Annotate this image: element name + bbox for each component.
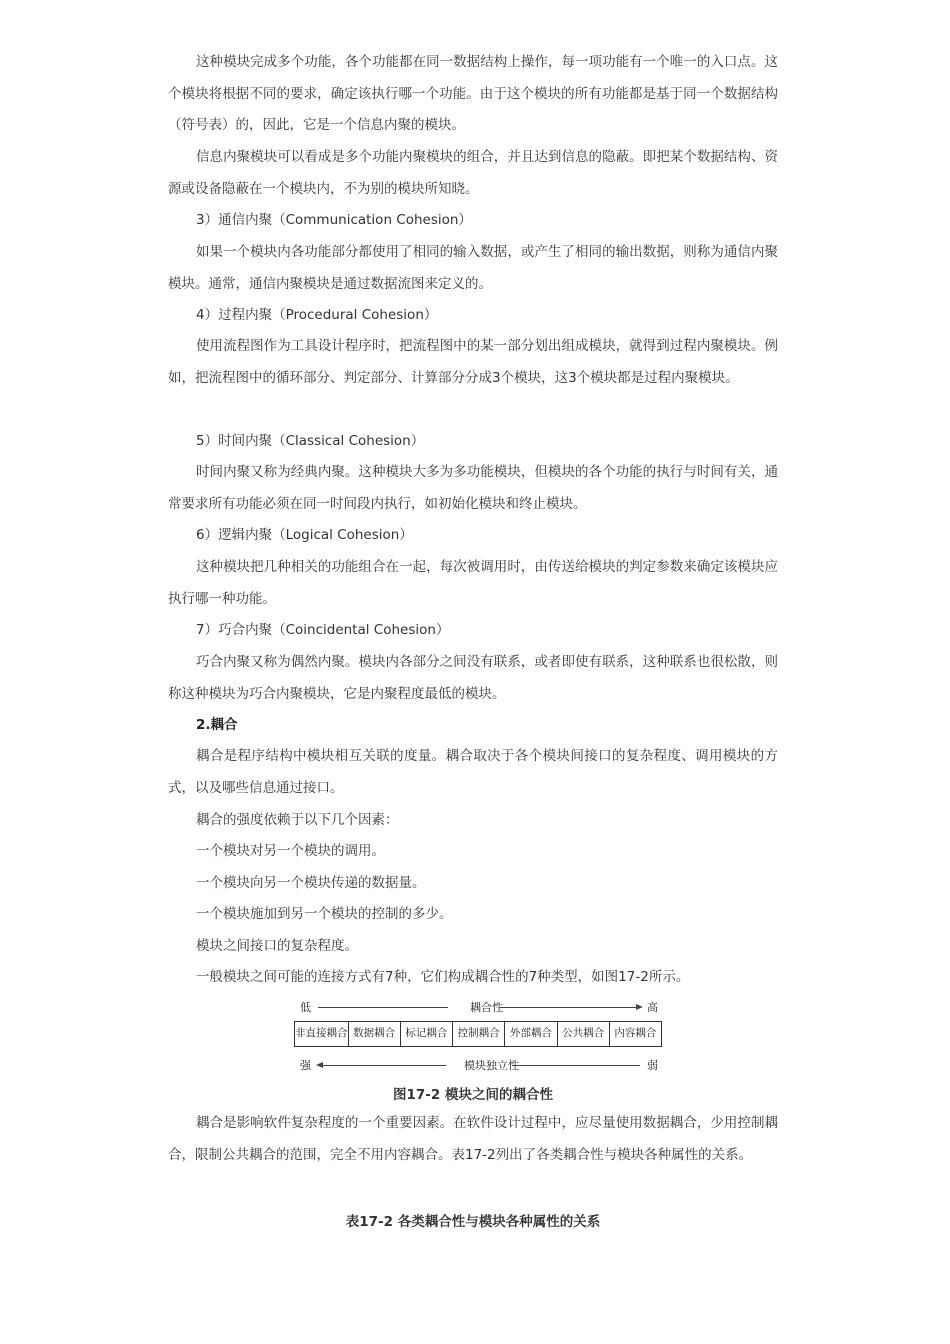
paragraph-info-cohesion-example: 这种模块完成多个功能，各个功能都在同一数据结构上操作，每一项功能有一个唯一的入口点。这个模块将根据不同的要求，确定该执行哪一个功能。由于这个模块的所有功能都是基于同一个数据结构（符号表）的，因此，它是一个信息内聚的模块。 bbox=[168, 54, 778, 133]
coupling-type-box: 内容耦合 bbox=[614, 1027, 657, 1039]
list-item-factor-data: 一个模块向另一个模块传递的数据量。 bbox=[196, 875, 426, 891]
coupling-type-box: 非直接耦合 bbox=[295, 1022, 349, 1046]
paragraph-procedural-cohesion: 使用流程图作为工具设计程序时，把流程图中的某一部分划出组成模块，就得到过程内聚模块。例如，把流程图中的循环部分、判定部分、计算部分分成3个模块，这3个模块都是过程内聚模块。 bbox=[168, 338, 778, 386]
low-label: 低 bbox=[300, 1001, 311, 1014]
coupling-label: 耦合性 bbox=[464, 999, 509, 1015]
independence-label: 模块独立性 bbox=[458, 1057, 525, 1073]
coupling-type-box: 数据耦合 bbox=[349, 1022, 401, 1046]
paragraph-info-cohesion-hiding: 信息内聚模块可以看成是多个功能内聚模块的组合，并且达到信息的隐蔽。即把某个数据结构、资源或设备隐蔽在一个模块内，不为别的模块所知晓。 bbox=[168, 149, 778, 197]
heading-communication-cohesion: 3）通信内聚（Communication Cohesion） bbox=[196, 212, 472, 228]
coupling-figure bbox=[292, 997, 664, 1077]
independence-scale-row bbox=[292, 1055, 664, 1075]
section-heading-coupling: 2.耦合 bbox=[196, 717, 238, 733]
coupling-type-box: 外部耦合 bbox=[505, 1022, 557, 1046]
paragraph-coupling-complexity: 耦合是影响软件复杂程度的一个重要因素。在软件设计过程中，应尽量使用数据耦合，少用控制耦合，限制公共耦合的范围，完全不用内容耦合。表17-2列出了各类耦合性与模块各种属性的关系。 bbox=[168, 1115, 778, 1163]
coupling-type-box: 公共耦合 bbox=[558, 1022, 610, 1046]
paragraph-coincidental-cohesion: 巧合内聚又称为偶然内聚。模块内各部分之间没有联系，或者即使有联系，这种联系也很松散，则称这种模块为巧合内聚模块，它是内聚程度最低的模块。 bbox=[168, 654, 778, 702]
scale-line-left bbox=[318, 1007, 448, 1008]
heading-logical-cohesion: 6）逻辑内聚（Logical Cohesion） bbox=[196, 527, 413, 543]
coupling-types-row bbox=[294, 1021, 662, 1047]
paragraph-communication-cohesion: 如果一个模块内各功能部分都使用了相同的输入数据，或产生了相同的输出数据，则称为通信内聚模块。通常，通信内聚模块是通过数据流图来定义的。 bbox=[168, 244, 778, 292]
independence-line-right bbox=[512, 1065, 640, 1066]
coupling-type-box: 标记耦合 bbox=[401, 1022, 453, 1046]
paragraph-coupling-definition: 耦合是程序结构中模块相互关联的度量。耦合取决于各个模块间接口的复杂程度、调用模块的方式，以及哪些信息通过接口。 bbox=[168, 748, 778, 796]
scale-line-right bbox=[500, 1007, 637, 1008]
table-caption: 表17-2 各类耦合性与模块各种属性的关系 bbox=[345, 1214, 601, 1230]
heading-coincidental-cohesion: 7）巧合内聚（Coincidental Cohesion） bbox=[196, 622, 450, 638]
coupling-type-box: 控制耦合 bbox=[453, 1022, 505, 1046]
paragraph-coupling-types-intro: 一般模块之间可能的连接方式有7种，它们构成耦合性的7种类型，如图17-2所示。 bbox=[196, 969, 690, 985]
paragraph-coupling-factors-intro: 耦合的强度依赖于以下几个因素： bbox=[196, 812, 399, 828]
heading-procedural-cohesion: 4）过程内聚（Procedural Cohesion） bbox=[196, 307, 438, 323]
arrow-right-icon bbox=[636, 1004, 643, 1010]
figure-caption: 图17-2 模块之间的耦合性 bbox=[393, 1087, 553, 1103]
paragraph-classical-cohesion: 时间内聚又称为经典内聚。这种模块大多为多功能模块，但模块的各个功能的执行与时间有关，通常要求所有功能必须在同一时间段内执行，如初始化模块和终止模块。 bbox=[168, 464, 778, 512]
list-item-factor-control: 一个模块施加到另一个模块的控制的多少。 bbox=[196, 906, 453, 922]
weak-label: 弱 bbox=[647, 1059, 658, 1072]
coupling-scale-row bbox=[292, 997, 664, 1017]
list-item-factor-interface: 模块之间接口的复杂程度。 bbox=[196, 938, 358, 954]
independence-line-left bbox=[322, 1065, 446, 1066]
list-item-factor-call: 一个模块对另一个模块的调用。 bbox=[196, 843, 385, 859]
heading-classical-cohesion: 5）时间内聚（Classical Cohesion） bbox=[196, 433, 425, 449]
paragraph-logical-cohesion: 这种模块把几种相关的功能组合在一起，每次被调用时，由传送给模块的判定参数来确定该模块应执行哪一种功能。 bbox=[168, 559, 778, 607]
strong-label: 强 bbox=[300, 1059, 311, 1072]
high-label: 高 bbox=[647, 1001, 658, 1014]
